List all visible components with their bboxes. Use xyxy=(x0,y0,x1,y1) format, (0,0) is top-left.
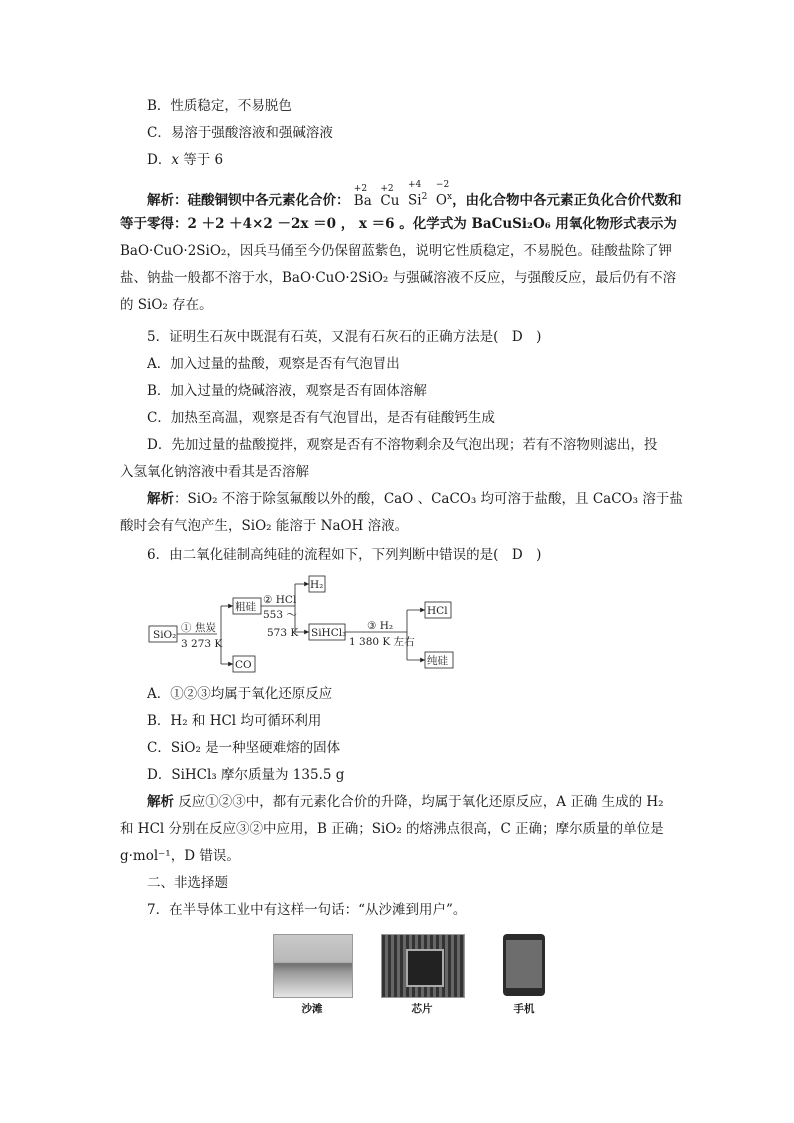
analysis-label: 解析 xyxy=(147,491,174,507)
flow-step2-mid: 553 ～ xyxy=(263,609,297,621)
flow-step2-bottom: 573 K xyxy=(267,627,299,639)
flow-hcl: HCl xyxy=(427,605,448,617)
phone-icon xyxy=(503,934,545,996)
q4-analysis-line-3: BaO·CuO·2SiO₂，因兵马俑至今仍保留蓝紫色，说明它性质稳定，不易脱色。硅酸盐除了钾 xyxy=(120,243,672,259)
q5-analysis-line-2: 酸时会有气泡产生，SiO₂ 能溶于 NaOH 溶液。 xyxy=(120,518,409,534)
flow-pure-si: 纯硅 xyxy=(427,655,448,667)
analysis-label: 解析 xyxy=(147,192,174,209)
caption-chip: 芯片 xyxy=(411,1003,433,1015)
q5-option-d-line-1: D．先加过量的盐酸搅拌，观察是否有不溶物剩余及气泡出现；若有不溶物则滤出，投 xyxy=(147,437,658,453)
q4-analysis-line-2: 等于零得：2 ＋2 ＋4×2 －2x ＝0 ， x ＝6 。化学式为 BaCuSi₂O₆ 用氧化物形式表示为 xyxy=(120,216,677,232)
q6-analysis-line-1: 解析 反应①②③中，都有元素化合价的升降，均属于氧化还原反应，A 正确 生成的 H₂ xyxy=(147,794,664,810)
q6-analysis-line-2: 和 HCl 分别在反应③②中应用，B 正确；SiO₂ 的熔沸点很高，C 正确；摩尔质量的单位是 xyxy=(120,821,664,837)
flow-h2: H₂ xyxy=(310,579,324,591)
ox-o: −2 $O^x$ xyxy=(435,180,453,209)
ox-si: +4 Si$^2$ xyxy=(408,180,428,209)
chip-icon xyxy=(406,949,444,987)
q4-analysis-line-1: 解析：硅酸铜钡中各元素化合价： +2 Ba +2 Cu +4 Si$^2$ −2 $O^x$，由化合物中各元素正负化合价代数和 xyxy=(147,180,682,209)
q4-option-c: C．易溶于强酸溶液和强碱溶液 xyxy=(147,125,333,141)
q4-analysis-line-5: 的 SiO₂ 存在。 xyxy=(120,297,213,313)
analysis-label: 解析 xyxy=(147,794,174,810)
flow-step2-top: ② HCl xyxy=(263,594,297,606)
q5-stem: 5．证明生石灰中既混有石英，又混有石灰石的正确方法是( D ) xyxy=(147,329,542,345)
phone-photo xyxy=(501,934,547,996)
q5-analysis-line-1: 解析：SiO₂ 不溶于除氢氟酸以外的酸，CaO 、CaCO₃ 均可溶于盐酸，且 CaCO₃ 溶于盐 xyxy=(147,491,683,507)
flow-step1-top: ① 焦炭 xyxy=(181,622,216,634)
q5-option-a: A．加入过量的盐酸，观察是否有气泡冒出 xyxy=(147,356,400,372)
ox-ba: +2 Ba xyxy=(353,183,372,209)
flow-step3-top: ③ H₂ xyxy=(367,620,394,632)
flow-step3-bottom: 1 380 K 左右 xyxy=(349,636,415,648)
q4-analysis-line-4: 盐、钠盐一般都不溶于水，BaO·CuO·2SiO₂ 与强碱溶液不反应，与强酸反应，最后仍有不溶 xyxy=(120,270,677,286)
q6-flow-diagram xyxy=(145,574,465,674)
flow-sihcl3: SiHCl₃ xyxy=(311,627,347,639)
q5-option-c: C．加热至高温，观察是否有气泡冒出，是否有硅酸钙生成 xyxy=(147,410,495,426)
chip-photo xyxy=(381,934,465,998)
flow-crude-si: 粗硅 xyxy=(235,601,256,613)
q6-stem: 6．由二氧化硅制高纯硅的流程如下，下列判断中错误的是( D ) xyxy=(147,547,542,563)
q7-stem: 7．在半导体工业中有这样一句话：“从沙滩到用户”。 xyxy=(147,902,467,918)
q6-analysis-line-3: g·mol⁻¹，D 错误。 xyxy=(120,848,240,864)
flow-step1-bottom: 3 273 K xyxy=(181,638,223,650)
q4-option-d: D．x 等于 6 xyxy=(147,152,224,168)
flow-sio2: SiO₂ xyxy=(153,629,177,641)
caption-beach: 沙滩 xyxy=(301,1003,323,1015)
caption-phone: 手机 xyxy=(513,1003,535,1015)
section-heading: 二、非选择题 xyxy=(147,875,228,891)
q6-option-b: B．H₂ 和 HCl 均可循环利用 xyxy=(147,713,322,729)
q6-option-d: D．SiHCl₃ 摩尔质量为 135.5 g xyxy=(147,767,345,783)
q6-option-c: C．SiO₂ 是一种坚硬难熔的固体 xyxy=(147,740,341,756)
q6-option-a: A．①②③均属于氧化还原反应 xyxy=(147,686,333,702)
ox-cu: +2 Cu xyxy=(380,183,400,209)
q4-option-b: B．性质稳定，不易脱色 xyxy=(147,98,292,114)
q5-option-d-line-2: 入氢氧化钠溶液中看其是否溶解 xyxy=(120,464,309,480)
beach-photo xyxy=(273,934,353,998)
q5-option-b: B．加入过量的烧碱溶液，观察是否有固体溶解 xyxy=(147,383,427,399)
flow-co: CO xyxy=(235,659,252,671)
